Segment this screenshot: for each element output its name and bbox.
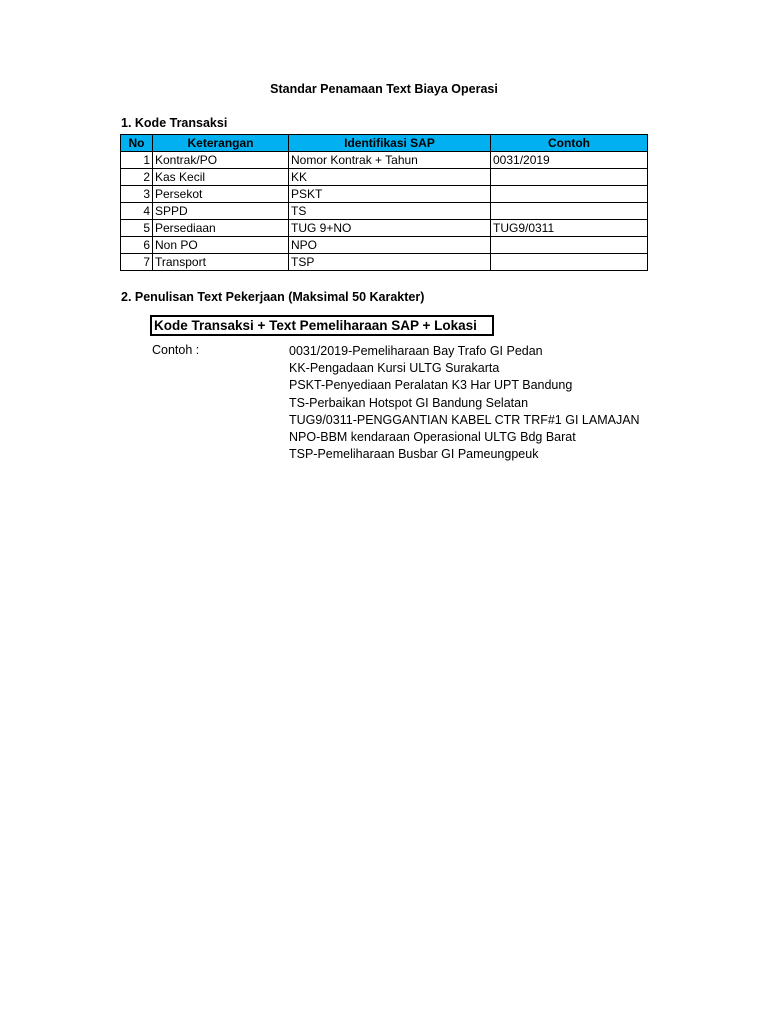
example-list <box>289 343 640 463</box>
cell-keterangan: Persediaan <box>153 220 289 237</box>
example-item: TUG9/0311-PENGGANTIAN KABEL CTR TRF#1 GI LAMAJAN <box>289 412 640 427</box>
cell-keterangan: SPPD <box>153 203 289 220</box>
example-item: NPO-BBM kendaraan Operasional ULTG Bdg Barat <box>289 430 576 445</box>
example-item: KK-Pengadaan Kursi ULTG Surakarta <box>289 361 500 376</box>
kode-transaksi-table <box>120 134 648 271</box>
cell-no: 6 <box>121 237 153 254</box>
column-header-keterangan: Keterangan <box>153 135 289 152</box>
naming-formula-box: Kode Transaksi + Text Pemeliharaan SAP + Lokasi <box>150 315 494 336</box>
example-item: TSP-Pemeliharaan Busbar GI Pameungpeuk <box>289 447 539 462</box>
column-header-contoh: Contoh <box>491 135 648 152</box>
contoh-label: Contoh : <box>152 343 200 357</box>
cell-identifikasi-sap: NPO <box>289 237 491 254</box>
column-header-no: No <box>121 135 153 152</box>
table-row <box>121 169 648 186</box>
cell-keterangan: Kontrak/PO <box>153 152 289 169</box>
cell-identifikasi-sap: TSP <box>289 254 491 271</box>
cell-contoh <box>491 254 648 271</box>
cell-keterangan: Persekot <box>153 186 289 203</box>
cell-identifikasi-sap: TUG 9+NO <box>289 220 491 237</box>
cell-identifikasi-sap: KK <box>289 169 491 186</box>
cell-no: 3 <box>121 186 153 203</box>
table-row <box>121 186 648 203</box>
example-item: TS-Perbaikan Hotspot GI Bandung Selatan <box>289 395 529 410</box>
cell-no: 4 <box>121 203 153 220</box>
cell-identifikasi-sap: Nomor Kontrak + Tahun <box>289 152 491 169</box>
section-heading-penulisan-text: 2. Penulisan Text Pekerjaan (Maksimal 50 Karakter) <box>121 290 425 304</box>
cell-no: 5 <box>121 220 153 237</box>
table-row <box>121 203 648 220</box>
example-item: PSKT-Penyediaan Peralatan K3 Har UPT Bandung <box>289 378 573 393</box>
cell-keterangan: Non PO <box>153 237 289 254</box>
cell-identifikasi-sap: PSKT <box>289 186 491 203</box>
cell-contoh: 0031/2019 <box>491 152 648 169</box>
table-header-row <box>121 135 648 152</box>
cell-contoh <box>491 186 648 203</box>
cell-contoh <box>491 203 648 220</box>
table-row <box>121 152 648 169</box>
section-heading-kode-transaksi: 1. Kode Transaksi <box>121 116 228 130</box>
cell-contoh: TUG9/0311 <box>491 220 648 237</box>
cell-contoh <box>491 169 648 186</box>
cell-no: 1 <box>121 152 153 169</box>
cell-no: 7 <box>121 254 153 271</box>
cell-contoh <box>491 237 648 254</box>
table-row <box>121 237 648 254</box>
cell-keterangan: Kas Kecil <box>153 169 289 186</box>
page-title: Standar Penamaan Text Biaya Operasi <box>270 82 498 96</box>
table-row <box>121 220 648 237</box>
cell-keterangan: Transport <box>153 254 289 271</box>
table-row <box>121 254 648 271</box>
column-header-identifikasi-sap: Identifikasi SAP <box>289 135 491 152</box>
cell-identifikasi-sap: TS <box>289 203 491 220</box>
cell-no: 2 <box>121 169 153 186</box>
example-item: 0031/2019-Pemeliharaan Bay Trafo GI Pedan <box>289 344 543 358</box>
